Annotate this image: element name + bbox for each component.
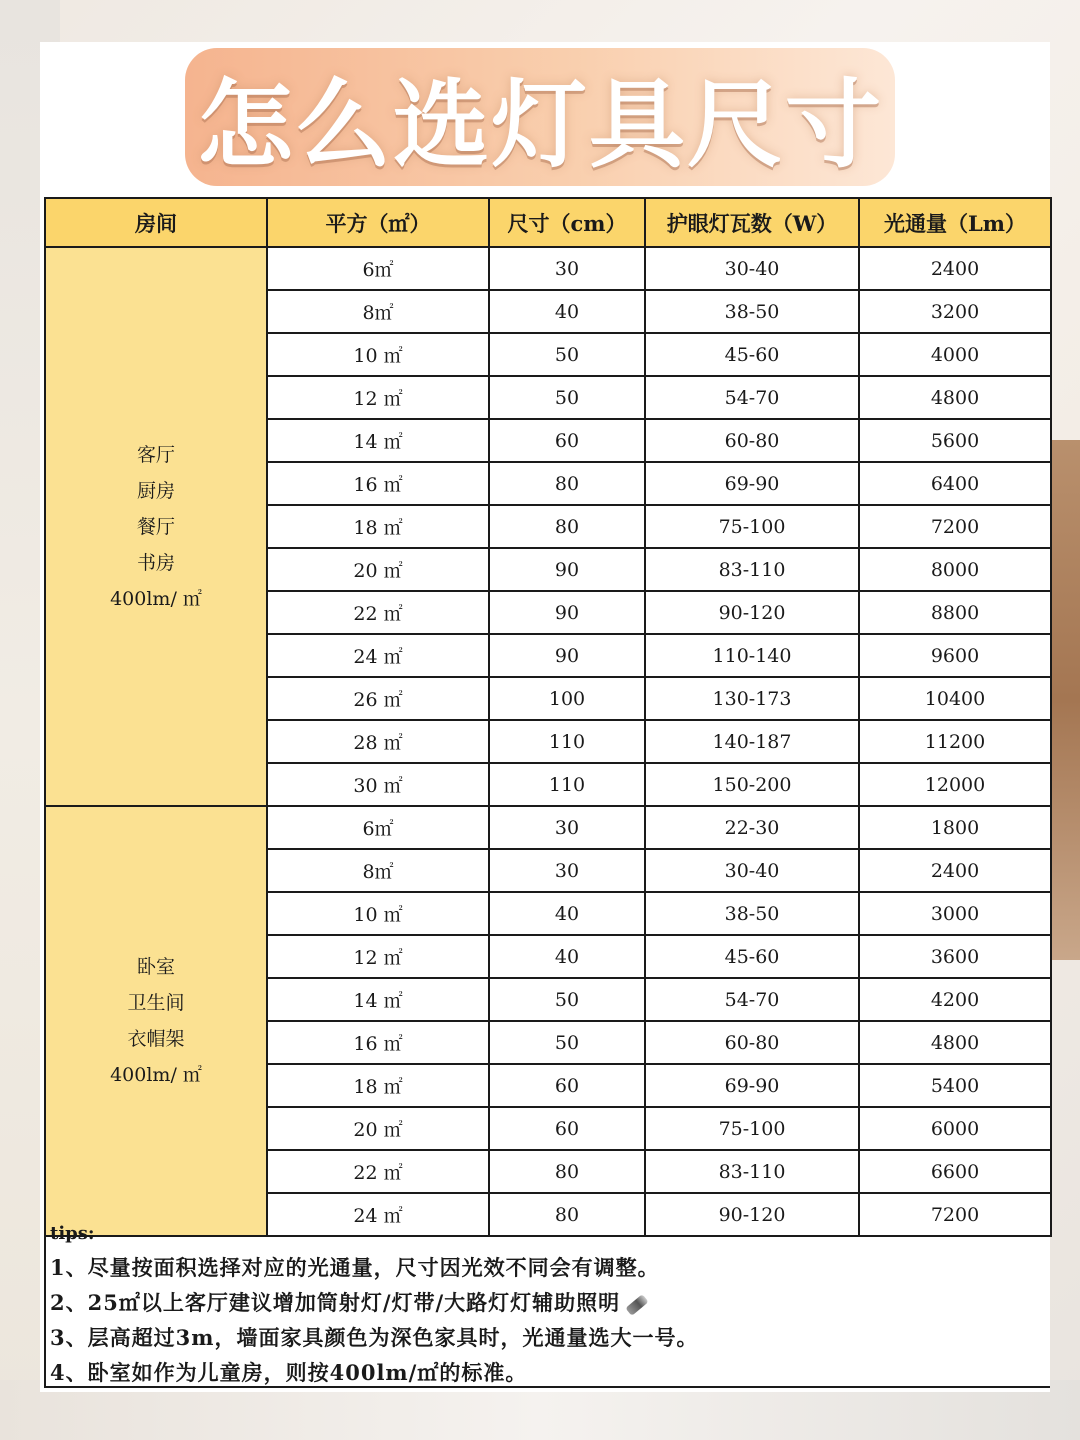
lumen-cell: 8000 bbox=[859, 548, 1051, 591]
area-cell: 16 ㎡ bbox=[267, 1021, 489, 1064]
wattage-cell: 83-110 bbox=[645, 548, 859, 591]
wattage-cell: 75-100 bbox=[645, 1107, 859, 1150]
wattage-cell: 90-120 bbox=[645, 591, 859, 634]
table-header-row bbox=[45, 198, 1051, 247]
area-cell: 18 ㎡ bbox=[267, 505, 489, 548]
lumen-cell: 3200 bbox=[859, 290, 1051, 333]
area-cell: 12 ㎡ bbox=[267, 935, 489, 978]
wattage-cell: 22-30 bbox=[645, 806, 859, 849]
tip-line-2-text: 2、25㎡以上客厅建议增加筒射灯/灯带/大路灯灯辅助照明 bbox=[50, 1290, 621, 1315]
room-group-cell bbox=[45, 806, 267, 1236]
lumen-cell: 4000 bbox=[859, 333, 1051, 376]
wattage-cell: 69-90 bbox=[645, 1064, 859, 1107]
size-cell: 30 bbox=[489, 806, 645, 849]
area-cell: 30 ㎡ bbox=[267, 763, 489, 806]
area-cell: 26 ㎡ bbox=[267, 677, 489, 720]
wattage-cell: 45-60 bbox=[645, 935, 859, 978]
wattage-cell: 38-50 bbox=[645, 290, 859, 333]
size-cell: 90 bbox=[489, 634, 645, 677]
size-cell: 50 bbox=[489, 1021, 645, 1064]
area-cell: 6㎡ bbox=[267, 806, 489, 849]
tips-title: tips: bbox=[50, 1223, 95, 1244]
lamp-size-table bbox=[44, 197, 1052, 1237]
tip-line-4: 4、卧室如作为儿童房，则按400lm/㎡的标准。 bbox=[50, 1360, 528, 1385]
tip-line-3: 3、层高超过3m，墙面家具颜色为深色家具时，光通量选大一号。 bbox=[50, 1325, 699, 1350]
size-cell: 110 bbox=[489, 720, 645, 763]
wattage-cell: 140-187 bbox=[645, 720, 859, 763]
lumen-cell: 2400 bbox=[859, 247, 1051, 290]
lumen-cell: 12000 bbox=[859, 763, 1051, 806]
area-cell: 14 ㎡ bbox=[267, 978, 489, 1021]
area-cell: 8㎡ bbox=[267, 290, 489, 333]
size-cell: 40 bbox=[489, 290, 645, 333]
wattage-cell: 54-70 bbox=[645, 376, 859, 419]
size-cell: 50 bbox=[489, 978, 645, 1021]
table-row bbox=[45, 806, 1051, 849]
area-cell: 10 ㎡ bbox=[267, 892, 489, 935]
wattage-cell: 83-110 bbox=[645, 1150, 859, 1193]
lumen-cell: 7200 bbox=[859, 505, 1051, 548]
wattage-cell: 69-90 bbox=[645, 462, 859, 505]
lumen-cell: 1800 bbox=[859, 806, 1051, 849]
header-room: 房间 bbox=[45, 198, 267, 247]
table-row bbox=[45, 247, 1051, 290]
size-cell: 40 bbox=[489, 892, 645, 935]
wattage-cell: 110-140 bbox=[645, 634, 859, 677]
wattage-cell: 90-120 bbox=[645, 1193, 859, 1236]
wattage-cell: 30-40 bbox=[645, 247, 859, 290]
area-cell: 6㎡ bbox=[267, 247, 489, 290]
area-cell: 10 ㎡ bbox=[267, 333, 489, 376]
size-cell: 60 bbox=[489, 1064, 645, 1107]
lumen-cell: 3600 bbox=[859, 935, 1051, 978]
size-cell: 50 bbox=[489, 333, 645, 376]
size-cell: 30 bbox=[489, 247, 645, 290]
size-cell: 60 bbox=[489, 419, 645, 462]
area-cell: 18 ㎡ bbox=[267, 1064, 489, 1107]
room-label: 400lm/ ㎡ bbox=[110, 587, 202, 610]
room-label: 餐厅 bbox=[136, 515, 175, 538]
size-cell: 40 bbox=[489, 935, 645, 978]
area-cell: 20 ㎡ bbox=[267, 1107, 489, 1150]
header-size: 尺寸（cm） bbox=[489, 198, 645, 247]
room-label: 卧室 bbox=[136, 956, 175, 978]
size-cell: 110 bbox=[489, 763, 645, 806]
room-label: 衣帽架 bbox=[127, 1028, 185, 1050]
tip-line-1: 1、尽量按面积选择对应的光通量，尺寸因光效不同会有调整。 bbox=[50, 1255, 660, 1280]
lumen-cell: 6000 bbox=[859, 1107, 1051, 1150]
table-body bbox=[45, 247, 1051, 1236]
size-cell: 80 bbox=[489, 1193, 645, 1236]
room-label: 400lm/ ㎡ bbox=[110, 1064, 202, 1086]
size-cell: 90 bbox=[489, 591, 645, 634]
size-cell: 50 bbox=[489, 376, 645, 419]
lumen-cell: 4800 bbox=[859, 376, 1051, 419]
room-label: 客厅 bbox=[136, 443, 175, 466]
area-cell: 16 ㎡ bbox=[267, 462, 489, 505]
page-title: 怎么选灯具尺寸 bbox=[197, 68, 883, 181]
room-group-cell bbox=[45, 247, 267, 806]
size-cell: 30 bbox=[489, 849, 645, 892]
lumen-cell: 6400 bbox=[859, 462, 1051, 505]
room-label: 厨房 bbox=[136, 479, 175, 502]
flashlight-icon bbox=[626, 1294, 649, 1316]
lumen-cell: 8800 bbox=[859, 591, 1051, 634]
header-lumen: 光通量（Lm） bbox=[859, 198, 1051, 247]
tip-line-2 bbox=[50, 1285, 1050, 1320]
wattage-cell: 30-40 bbox=[645, 849, 859, 892]
size-cell: 90 bbox=[489, 548, 645, 591]
area-cell: 22 ㎡ bbox=[267, 1150, 489, 1193]
lumen-cell: 2400 bbox=[859, 849, 1051, 892]
header-area: 平方（㎡） bbox=[267, 198, 489, 247]
lumen-cell: 5400 bbox=[859, 1064, 1051, 1107]
wattage-cell: 54-70 bbox=[645, 978, 859, 1021]
room-label: 书房 bbox=[136, 551, 175, 574]
tips-box bbox=[44, 1213, 1050, 1388]
room-label: 卫生间 bbox=[127, 992, 185, 1014]
wattage-cell: 75-100 bbox=[645, 505, 859, 548]
lumen-cell: 4800 bbox=[859, 1021, 1051, 1064]
size-cell: 80 bbox=[489, 1150, 645, 1193]
wattage-cell: 60-80 bbox=[645, 1021, 859, 1064]
lumen-cell: 5600 bbox=[859, 419, 1051, 462]
lumen-cell: 9600 bbox=[859, 634, 1051, 677]
area-cell: 12 ㎡ bbox=[267, 376, 489, 419]
area-cell: 28 ㎡ bbox=[267, 720, 489, 763]
lumen-cell: 6600 bbox=[859, 1150, 1051, 1193]
header-wattage: 护眼灯瓦数（W） bbox=[645, 198, 859, 247]
wattage-cell: 45-60 bbox=[645, 333, 859, 376]
wattage-cell: 60-80 bbox=[645, 419, 859, 462]
wattage-cell: 38-50 bbox=[645, 892, 859, 935]
area-cell: 24 ㎡ bbox=[267, 634, 489, 677]
lumen-cell: 10400 bbox=[859, 677, 1051, 720]
lumen-cell: 11200 bbox=[859, 720, 1051, 763]
size-cell: 80 bbox=[489, 505, 645, 548]
lumen-cell: 3000 bbox=[859, 892, 1051, 935]
area-cell: 22 ㎡ bbox=[267, 591, 489, 634]
lumen-cell: 4200 bbox=[859, 978, 1051, 1021]
size-cell: 100 bbox=[489, 677, 645, 720]
area-cell: 20 ㎡ bbox=[267, 548, 489, 591]
title-banner bbox=[185, 48, 895, 186]
lumen-cell: 7200 bbox=[859, 1193, 1051, 1236]
wattage-cell: 150-200 bbox=[645, 763, 859, 806]
size-cell: 80 bbox=[489, 462, 645, 505]
area-cell: 8㎡ bbox=[267, 849, 489, 892]
area-cell: 14 ㎡ bbox=[267, 419, 489, 462]
area-cell: 24 ㎡ bbox=[267, 1193, 489, 1236]
size-cell: 60 bbox=[489, 1107, 645, 1150]
wattage-cell: 130-173 bbox=[645, 677, 859, 720]
